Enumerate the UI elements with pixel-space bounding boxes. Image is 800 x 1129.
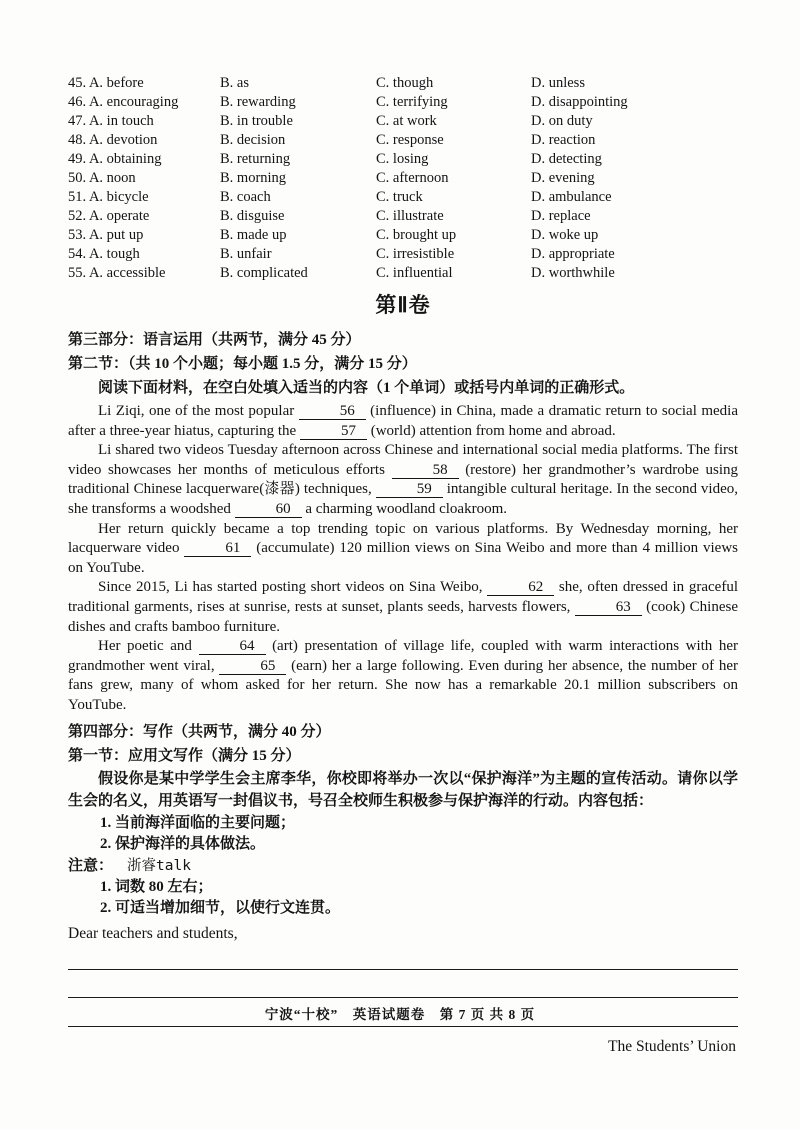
page-content (68, 74, 738, 1056)
note-item: 2. 可适当增加细节，以使行文连贯。 (100, 899, 341, 916)
option-52-C: C. illustrate (376, 208, 444, 224)
writing-line (68, 1026, 738, 1027)
blank-63: 63 (575, 600, 642, 616)
volume-title: 第Ⅱ卷 (375, 293, 431, 317)
option-51-A: 51. A. bicycle (68, 189, 149, 205)
option-54-C: C. irresistible (376, 246, 455, 262)
content-point: 2. 保护海洋的具体做法。 (100, 835, 266, 852)
cloze-paragraph: Li Ziqi, one of the most popular 56 (influence) in China, made a dramatic return to social media after a three-year hiatus, capturing the 57 (world) attention from home and abroad. (68, 403, 738, 439)
option-51-C: C. truck (376, 189, 423, 205)
option-48-B: B. decision (220, 132, 286, 148)
option-54-B: B. unfair (220, 246, 272, 262)
cloze-paragraph: Li shared two videos Tuesday afternoon across Chinese and international social media platforms. The first video showcases her months of meticulous efforts 58 (restore) her grandmother’s wardrobe using traditional Chinese lacquerware(漆器) techniques, 59 intangible cultural heritage. In the second video, she transforms a woodshed 60 a charming woodland cloakroom. (68, 442, 739, 517)
notice-row (68, 855, 738, 877)
option-55-D: D. worthwhile (531, 265, 615, 281)
salutation: Dear teachers and students, (68, 924, 238, 942)
section1-heading: 第一节：应用文写作（满分 15 分） (68, 747, 301, 764)
cloze-paragraph: Since 2015, Li has started posting short videos on Sina Weibo, 62 she, often dressed in graceful traditional garments, rises at sunrise, rests at sunset, plants seeds, harvests flowers, 63 (cook) Chinese dishes and crafts bamboo furniture. (68, 579, 738, 635)
option-45-B: B. as (220, 75, 249, 91)
option-52-D: D. replace (531, 208, 591, 224)
signature: The Students’ Union (607, 1037, 736, 1055)
option-46-B: B. rewarding (220, 94, 296, 110)
blank-65: 65 (219, 659, 286, 675)
option-51-B: B. coach (220, 189, 271, 205)
option-55-C: C. influential (376, 265, 453, 281)
option-47-B: B. in trouble (220, 113, 293, 129)
blank-57: 57 (300, 424, 367, 440)
option-53-C: C. brought up (376, 227, 457, 243)
option-48-C: C. response (376, 132, 444, 148)
page-footer: 宁波“十校” 英语试题卷 第 7 页 共 8 页 (264, 1007, 536, 1022)
blank-64: 64 (199, 639, 266, 655)
section2-heading: 第二节：（共 10 个小题；每小题 1.5 分，满分 15 分） (68, 356, 417, 372)
content-points (100, 813, 738, 855)
blank-59: 59 (376, 482, 443, 498)
option-45-A: 45. A. before (68, 75, 144, 91)
option-50-D: D. evening (531, 170, 595, 186)
writing-line (68, 969, 738, 970)
blank-58: 58 (392, 463, 459, 479)
option-49-D: D. detecting (531, 151, 602, 167)
option-49-B: B. returning (220, 151, 291, 167)
option-47-D: D. on duty (531, 113, 593, 129)
option-46-D: D. disappointing (531, 94, 628, 110)
blank-62: 62 (487, 580, 554, 596)
option-55-B: B. complicated (220, 265, 308, 281)
part3-heading: 第三部分：语言运用（共两节，满分 45 分） (68, 332, 361, 348)
option-50-A: 50. A. noon (68, 170, 136, 186)
blank-61: 61 (184, 541, 251, 557)
option-51-D: D. ambulance (531, 189, 612, 205)
option-45-C: C. though (376, 75, 434, 91)
option-48-A: 48. A. devotion (68, 132, 158, 148)
option-46-C: C. terrifying (376, 94, 448, 110)
option-54-A: 54. A. tough (68, 246, 140, 262)
option-49-C: C. losing (376, 151, 429, 167)
cloze-instruction: 阅读下面材料，在空白处填入适当的内容（1 个单词）或括号内单词的正确形式。 (98, 380, 635, 396)
cloze-paragraphs (68, 402, 738, 716)
note-item: 1. 词数 80 左右； (100, 878, 213, 895)
option-52-B: B. disguise (220, 208, 285, 224)
option-53-B: B. made up (220, 227, 287, 243)
option-45-D: D. unless (531, 75, 585, 91)
blank-60: 60 (235, 502, 302, 518)
option-53-D: D. woke up (531, 227, 599, 243)
option-52-A: 52. A. operate (68, 208, 150, 224)
option-47-A: 47. A. in touch (68, 113, 154, 129)
writing-prompt: 假设你是某中学学生会主席李华，你校即将举办一次以“保护海洋”为主题的宣传活动。请你以学生会的名义，用英语写一封倡议书，号召全校师生积极参与保护海洋的行动。内容包括： (68, 770, 738, 809)
cloze-paragraph: Her poetic and 64 (art) presentation of village life, coupled with warm interactions with her grandmother went viral, 65 (earn) her a large following. Even during her absence, the number of her fans grew, many of whom asked for her return. She now has a remarkable 20.1 million subscribers on YouTube. (68, 638, 739, 713)
notes-list (100, 877, 738, 919)
blank-56: 56 (299, 404, 366, 420)
option-50-C: C. afternoon (376, 170, 449, 186)
writing-line (68, 997, 738, 998)
notice-label: 注意： (68, 857, 114, 874)
option-46-A: 46. A. encouraging (68, 94, 179, 110)
watermark-text: 浙睿talk (127, 857, 191, 874)
option-49-A: 49. A. obtaining (68, 151, 162, 167)
option-50-B: B. morning (220, 170, 287, 186)
option-48-D: D. reaction (531, 132, 596, 148)
option-55-A: 55. A. accessible (68, 265, 166, 281)
cloze-paragraph: Her return quickly became a top trending topic on various platforms. By Wednesday morning, her lacquerware video 61 (accumulate) 120 million views on Sina Weibo and more than 4 million views on YouTube. (68, 520, 738, 576)
option-54-D: D. appropriate (531, 246, 615, 262)
part4-heading: 第四部分：写作（共两节，满分 40 分） (68, 723, 331, 740)
option-47-C: C. at work (376, 113, 437, 129)
option-53-A: 53. A. put up (68, 227, 144, 243)
content-point: 1. 当前海洋面临的主要问题； (100, 814, 296, 831)
options-grid (68, 74, 738, 283)
